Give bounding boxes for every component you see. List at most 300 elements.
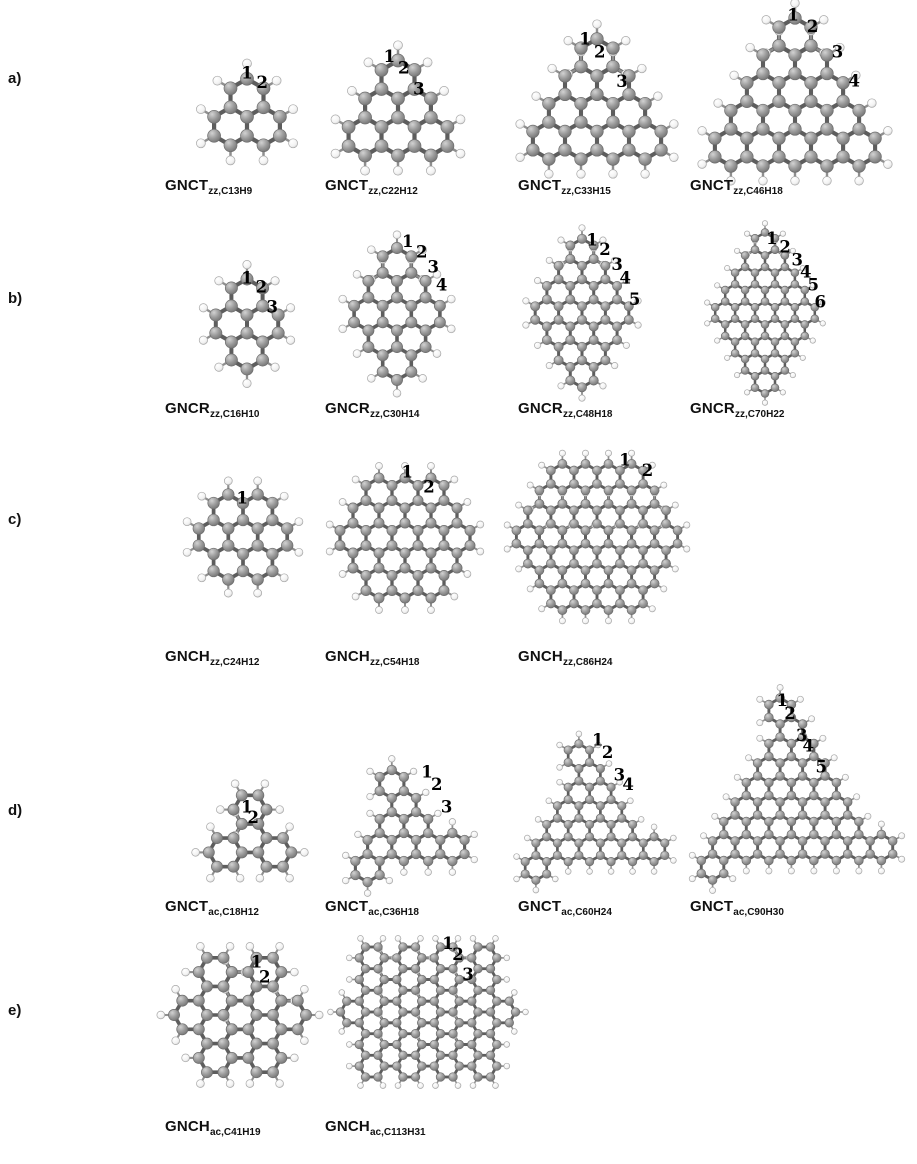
carbon-atom bbox=[601, 356, 610, 365]
carbon-atom bbox=[596, 839, 604, 847]
molecule-GNCR-zz-C16H10 bbox=[199, 260, 295, 387]
hydrogen-atom bbox=[820, 735, 826, 741]
carbon-atom bbox=[261, 861, 272, 872]
hydrogen-atom bbox=[419, 375, 427, 383]
carbon-atom bbox=[570, 546, 579, 555]
carbon-atom bbox=[789, 160, 802, 173]
carbon-atom bbox=[375, 772, 385, 782]
carbon-atom bbox=[374, 593, 384, 603]
carbon-atom bbox=[773, 39, 786, 52]
carbon-atom bbox=[787, 791, 796, 800]
hydrogen-atom bbox=[355, 831, 362, 838]
carbon-atom bbox=[193, 967, 204, 978]
carbon-atom bbox=[413, 570, 423, 580]
carbon-atom bbox=[791, 338, 799, 346]
carbon-atom bbox=[877, 830, 886, 839]
carbon-atom bbox=[226, 1052, 237, 1063]
carbon-atom bbox=[391, 325, 402, 336]
molecule-name-label bbox=[165, 648, 259, 668]
hydrogen-atom bbox=[477, 548, 484, 555]
hydrogen-atom bbox=[352, 476, 359, 483]
carbon-atom bbox=[439, 525, 449, 535]
site-number-label: 1 bbox=[250, 952, 263, 972]
hydrogen-atom bbox=[440, 86, 449, 95]
site-number-label: 2 bbox=[641, 461, 654, 480]
carbon-atom bbox=[761, 252, 769, 260]
carbon-atom bbox=[855, 830, 864, 839]
carbon-atom bbox=[267, 1067, 278, 1078]
carbon-atom bbox=[411, 943, 420, 952]
site-number-label: 1 bbox=[236, 488, 248, 508]
carbon-atom bbox=[361, 1051, 370, 1060]
hydrogen-atom bbox=[878, 868, 884, 874]
site-number-label: 3 bbox=[440, 797, 453, 817]
carbon-atom bbox=[449, 1008, 458, 1017]
site-number-label: 1 bbox=[383, 47, 396, 67]
carbon-atom bbox=[604, 606, 613, 615]
hydrogen-atom bbox=[725, 355, 730, 360]
carbon-atom bbox=[832, 817, 841, 826]
molecule-name: GNCT bbox=[518, 177, 562, 194]
molecule-formula-subscript: ac,C60H24 bbox=[561, 907, 612, 918]
hydrogen-atom bbox=[766, 868, 772, 874]
carbon-atom bbox=[546, 546, 555, 555]
molecule-name-label bbox=[518, 177, 611, 197]
carbon-atom bbox=[455, 1062, 464, 1071]
carbon-atom bbox=[241, 327, 253, 339]
carbon-atom bbox=[618, 802, 626, 810]
hydrogen-atom bbox=[651, 824, 657, 830]
site-number-label: 5 bbox=[815, 757, 828, 777]
hydrogen-atom bbox=[576, 731, 582, 737]
carbon-atom bbox=[869, 151, 882, 164]
carbon-atom bbox=[559, 70, 572, 83]
site-number-label: 2 bbox=[452, 945, 464, 964]
molecule-name: GNCR bbox=[690, 400, 735, 417]
hydrogen-atom bbox=[326, 521, 333, 528]
carbon-atom bbox=[203, 847, 214, 858]
hydrogen-atom bbox=[291, 968, 299, 976]
carbon-atom bbox=[662, 559, 671, 568]
carbon-atom bbox=[757, 49, 770, 62]
carbon-atom bbox=[363, 877, 373, 887]
carbon-atom bbox=[208, 497, 220, 509]
carbon-atom bbox=[523, 546, 532, 555]
carbon-atom bbox=[400, 518, 410, 528]
molecule-name: GNCT bbox=[690, 898, 734, 915]
carbon-atom bbox=[741, 355, 749, 363]
hydrogen-atom bbox=[301, 985, 309, 993]
hydrogen-atom bbox=[471, 856, 478, 863]
site-number-label: 2 bbox=[599, 240, 611, 260]
carbon-atom bbox=[455, 1040, 464, 1049]
carbon-atom bbox=[273, 110, 286, 123]
carbon-atom bbox=[742, 830, 751, 839]
carbon-atom bbox=[411, 1073, 420, 1082]
carbon-atom bbox=[708, 837, 717, 846]
carbon-atom bbox=[400, 503, 410, 513]
carbon-atom bbox=[241, 309, 253, 321]
molecule-formula-subscript: zz,C22H12 bbox=[368, 186, 418, 197]
hydrogen-atom bbox=[254, 477, 262, 485]
carbon-atom bbox=[426, 593, 436, 603]
carbon-atom bbox=[377, 317, 388, 328]
hydrogen-atom bbox=[347, 86, 356, 95]
carbon-atom bbox=[449, 1073, 458, 1082]
carbon-atom bbox=[650, 526, 659, 535]
carbon-atom bbox=[343, 1019, 352, 1028]
hydrogen-atom bbox=[820, 321, 825, 326]
hydrogen-atom bbox=[641, 170, 650, 179]
carbon-atom bbox=[888, 837, 897, 846]
carbon-atom bbox=[486, 1051, 495, 1060]
carbon-atom bbox=[589, 376, 598, 385]
carbon-atom bbox=[361, 986, 370, 995]
carbon-atom bbox=[292, 1024, 303, 1035]
site-number-label: 5 bbox=[628, 290, 641, 309]
carbon-atom bbox=[355, 1019, 364, 1028]
carbon-atom bbox=[424, 111, 437, 124]
carbon-atom bbox=[776, 850, 785, 859]
carbon-atom bbox=[570, 519, 579, 528]
site-number-label: 3 bbox=[831, 42, 844, 62]
carbon-atom bbox=[361, 585, 371, 595]
hydrogen-atom bbox=[523, 1009, 529, 1015]
carbon-atom bbox=[585, 795, 593, 803]
carbon-atom bbox=[765, 700, 774, 709]
carbon-atom bbox=[761, 390, 769, 398]
hydrogen-atom bbox=[605, 450, 611, 456]
carbon-atom bbox=[607, 153, 620, 166]
row-letter: c) bbox=[8, 511, 22, 528]
molecule-name: GNCH bbox=[165, 1118, 210, 1135]
carbon-atom bbox=[413, 585, 423, 595]
carbon-atom bbox=[374, 1008, 383, 1017]
hydrogen-atom bbox=[326, 548, 333, 555]
hydrogen-atom bbox=[401, 869, 408, 876]
carbon-atom bbox=[449, 964, 458, 973]
carbon-atom bbox=[411, 964, 420, 973]
site-number-label: 4 bbox=[435, 275, 448, 295]
molecule-name-label bbox=[165, 1118, 261, 1138]
carbon-atom bbox=[575, 153, 588, 166]
carbon-atom bbox=[455, 1019, 464, 1028]
carbon-atom bbox=[267, 565, 279, 577]
carbon-atom bbox=[375, 140, 388, 153]
hydrogen-atom bbox=[762, 221, 767, 226]
carbon-atom bbox=[236, 847, 247, 858]
molecule-formula-subscript: ac,C113H31 bbox=[369, 1127, 426, 1138]
carbon-atom bbox=[281, 540, 293, 552]
hydrogen-atom bbox=[661, 482, 667, 488]
carbon-atom bbox=[877, 856, 886, 865]
carbon-atom bbox=[348, 563, 358, 573]
carbon-atom bbox=[655, 144, 668, 157]
carbon-atom bbox=[623, 144, 636, 157]
carbon-atom bbox=[607, 97, 620, 110]
carbon-atom bbox=[581, 539, 590, 548]
site-number-label: 2 bbox=[247, 808, 260, 827]
carbon-atom bbox=[773, 151, 786, 164]
site-number-label: 1 bbox=[421, 762, 433, 782]
carbon-atom bbox=[474, 1008, 483, 1017]
carbon-atom bbox=[773, 95, 786, 108]
carbon-atom bbox=[387, 480, 397, 490]
carbon-atom bbox=[575, 839, 583, 847]
carbon-atom bbox=[527, 125, 540, 138]
carbon-atom bbox=[832, 856, 841, 865]
hydrogen-atom bbox=[546, 257, 552, 263]
hydrogen-atom bbox=[339, 295, 347, 303]
carbon-atom bbox=[781, 286, 789, 294]
hydrogen-atom bbox=[367, 768, 374, 775]
carbon-atom bbox=[424, 92, 437, 105]
carbon-atom bbox=[607, 857, 615, 865]
carbon-atom bbox=[821, 837, 830, 846]
carbon-atom bbox=[741, 286, 749, 294]
hydrogen-atom bbox=[172, 1037, 180, 1045]
carbon-atom bbox=[292, 995, 303, 1006]
carbon-atom bbox=[577, 315, 586, 324]
carbon-atom bbox=[426, 518, 436, 528]
carbon-atom bbox=[628, 833, 636, 841]
carbon-atom bbox=[593, 599, 602, 608]
carbon-atom bbox=[243, 995, 254, 1006]
site-number-label: 1 bbox=[240, 797, 253, 817]
carbon-atom bbox=[711, 315, 719, 323]
carbon-atom bbox=[577, 342, 586, 351]
carbon-atom bbox=[791, 349, 799, 357]
hydrogen-atom bbox=[376, 463, 383, 470]
hydrogen-atom bbox=[182, 1054, 190, 1062]
carbon-atom bbox=[363, 341, 374, 352]
carbon-atom bbox=[650, 539, 659, 548]
hydrogen-atom bbox=[638, 817, 644, 823]
hydrogen-atom bbox=[557, 742, 563, 748]
carbon-atom bbox=[391, 374, 402, 385]
carbon-atom bbox=[771, 303, 779, 311]
carbon-atom bbox=[391, 341, 402, 352]
hydrogen-atom bbox=[224, 477, 232, 485]
hydrogen-atom bbox=[559, 450, 565, 456]
hydrogen-atom bbox=[533, 887, 539, 893]
hydrogen-atom bbox=[386, 877, 393, 884]
carbon-atom bbox=[639, 116, 652, 129]
carbon-atom bbox=[604, 579, 613, 588]
carbon-atom bbox=[731, 269, 739, 277]
molecule-name-label bbox=[325, 177, 418, 197]
hydrogen-atom bbox=[339, 990, 345, 996]
hydrogen-atom bbox=[791, 177, 800, 186]
molecule-formula-subscript: ac,C41H19 bbox=[209, 1127, 261, 1138]
carbon-atom bbox=[575, 97, 588, 110]
carbon-atom bbox=[392, 149, 405, 162]
hydrogen-atom bbox=[820, 15, 829, 24]
carbon-atom bbox=[251, 1009, 262, 1020]
carbon-atom bbox=[570, 599, 579, 608]
hydrogen-atom bbox=[367, 375, 375, 383]
carbon-atom bbox=[604, 539, 613, 548]
carbon-atom bbox=[243, 1052, 254, 1063]
carbon-atom bbox=[607, 116, 620, 129]
hydrogen-atom bbox=[661, 586, 667, 592]
carbon-atom bbox=[411, 1051, 420, 1060]
carbon-atom bbox=[798, 837, 807, 846]
carbon-atom bbox=[837, 151, 850, 164]
hydrogen-atom bbox=[286, 304, 294, 312]
carbon-atom bbox=[406, 300, 417, 311]
carbon-atom bbox=[211, 833, 222, 844]
carbon-atom bbox=[228, 833, 239, 844]
carbon-atom bbox=[741, 95, 754, 108]
carbon-atom bbox=[639, 599, 648, 608]
hydrogen-atom bbox=[367, 793, 374, 800]
carbon-atom bbox=[575, 764, 583, 772]
carbon-atom bbox=[725, 123, 738, 136]
carbon-atom bbox=[392, 111, 405, 124]
hydrogen-atom bbox=[514, 876, 520, 882]
hydrogen-atom bbox=[346, 1042, 352, 1048]
carbon-atom bbox=[593, 479, 602, 488]
carbon-atom bbox=[387, 570, 397, 580]
site-number-label: 3 bbox=[791, 250, 803, 270]
carbon-atom bbox=[589, 295, 598, 304]
carbon-atom bbox=[581, 606, 590, 615]
carbon-atom bbox=[591, 125, 604, 138]
hydrogen-atom bbox=[243, 379, 251, 387]
carbon-atom bbox=[380, 1040, 389, 1049]
carbon-atom bbox=[787, 817, 796, 826]
carbon-atom bbox=[228, 804, 239, 815]
carbon-atom bbox=[639, 559, 648, 568]
carbon-atom bbox=[399, 828, 409, 838]
carbon-atom bbox=[465, 540, 475, 550]
hydrogen-atom bbox=[197, 1080, 205, 1088]
site-number-label: 2 bbox=[806, 16, 819, 36]
carbon-atom bbox=[601, 261, 610, 270]
hydrogen-atom bbox=[477, 521, 484, 528]
carbon-atom bbox=[771, 338, 779, 346]
hydrogen-atom bbox=[511, 990, 517, 996]
carbon-atom bbox=[449, 1029, 458, 1038]
molecule-formula-subscript: zz,C70H22 bbox=[734, 409, 785, 420]
molecule-name-label bbox=[165, 177, 252, 197]
hydrogen-atom bbox=[224, 589, 232, 597]
hydrogen-atom bbox=[196, 105, 205, 114]
carbon-atom bbox=[613, 322, 622, 331]
carbon-atom bbox=[452, 518, 462, 528]
hydrogen-atom bbox=[899, 856, 905, 862]
hydrogen-atom bbox=[455, 1083, 461, 1089]
carbon-atom bbox=[564, 758, 572, 766]
molecule-formula-subscript: ac,C36H18 bbox=[368, 907, 419, 918]
hydrogen-atom bbox=[715, 283, 720, 288]
carbon-atom bbox=[543, 820, 551, 828]
carbon-atom bbox=[765, 713, 774, 722]
carbon-atom bbox=[776, 772, 785, 781]
carbon-atom bbox=[731, 303, 739, 311]
carbon-atom bbox=[553, 851, 561, 859]
carbon-atom bbox=[523, 519, 532, 528]
carbon-atom bbox=[721, 286, 729, 294]
carbon-atom bbox=[719, 817, 728, 826]
carbon-atom bbox=[374, 563, 384, 573]
hydrogen-atom bbox=[231, 780, 239, 788]
carbon-atom bbox=[361, 540, 371, 550]
carbon-atom bbox=[226, 967, 237, 978]
carbon-atom bbox=[585, 833, 593, 841]
hydrogen-atom bbox=[511, 1029, 517, 1035]
carbon-atom bbox=[639, 586, 648, 595]
carbon-atom bbox=[719, 869, 728, 878]
hydrogen-atom bbox=[797, 696, 803, 702]
site-number-label: 1 bbox=[591, 730, 604, 750]
hydrogen-atom bbox=[557, 765, 563, 771]
site-number-label: 1 bbox=[586, 230, 598, 250]
molecule-name: GNCH bbox=[165, 648, 210, 665]
carbon-atom bbox=[731, 338, 739, 346]
carbon-atom bbox=[558, 499, 567, 508]
carbon-atom bbox=[650, 833, 658, 841]
carbon-atom bbox=[452, 548, 462, 558]
hydrogen-atom bbox=[428, 607, 435, 614]
carbon-atom bbox=[741, 77, 754, 90]
carbon-atom bbox=[731, 837, 740, 846]
carbon-atom bbox=[564, 857, 572, 865]
carbon-atom bbox=[581, 459, 590, 468]
carbon-atom bbox=[430, 997, 439, 1006]
carbon-atom bbox=[593, 466, 602, 475]
carbon-atom bbox=[618, 814, 626, 822]
molecule-name: GNCR bbox=[518, 400, 563, 417]
hydrogen-atom bbox=[744, 390, 749, 395]
carbon-atom bbox=[399, 814, 409, 824]
site-number-label: 1 bbox=[787, 5, 799, 25]
carbon-atom bbox=[532, 876, 540, 884]
carbon-atom bbox=[542, 335, 551, 344]
hydrogen-atom bbox=[367, 810, 374, 817]
hydrogen-atom bbox=[630, 869, 636, 875]
carbon-atom bbox=[225, 336, 237, 348]
hydrogen-atom bbox=[856, 868, 862, 874]
molecule-GNCT-ac-C36H18 bbox=[342, 756, 477, 897]
hydrogen-atom bbox=[777, 685, 783, 691]
carbon-atom bbox=[535, 579, 544, 588]
carbon-atom bbox=[375, 786, 385, 796]
carbon-atom bbox=[765, 830, 774, 839]
hydrogen-atom bbox=[207, 823, 215, 831]
carbon-atom bbox=[607, 795, 615, 803]
carbon-atom bbox=[439, 570, 449, 580]
hydrogen-atom bbox=[564, 36, 573, 45]
hydrogen-atom bbox=[579, 225, 585, 231]
carbon-atom bbox=[399, 1008, 408, 1017]
carbon-atom bbox=[493, 1040, 502, 1049]
carbon-atom bbox=[564, 746, 572, 754]
site-number-label: 1 bbox=[579, 29, 591, 49]
carbon-atom bbox=[832, 791, 841, 800]
carbon-atom bbox=[374, 518, 384, 528]
carbon-atom bbox=[558, 486, 567, 495]
hydrogen-atom bbox=[734, 372, 739, 377]
carbon-atom bbox=[604, 526, 613, 535]
carbon-atom bbox=[627, 526, 636, 535]
molecule-name: GNCT bbox=[165, 177, 209, 194]
carbon-atom bbox=[742, 791, 751, 800]
hydrogen-atom bbox=[734, 774, 740, 780]
hydrogen-atom bbox=[734, 248, 739, 253]
carbon-atom bbox=[465, 525, 475, 535]
